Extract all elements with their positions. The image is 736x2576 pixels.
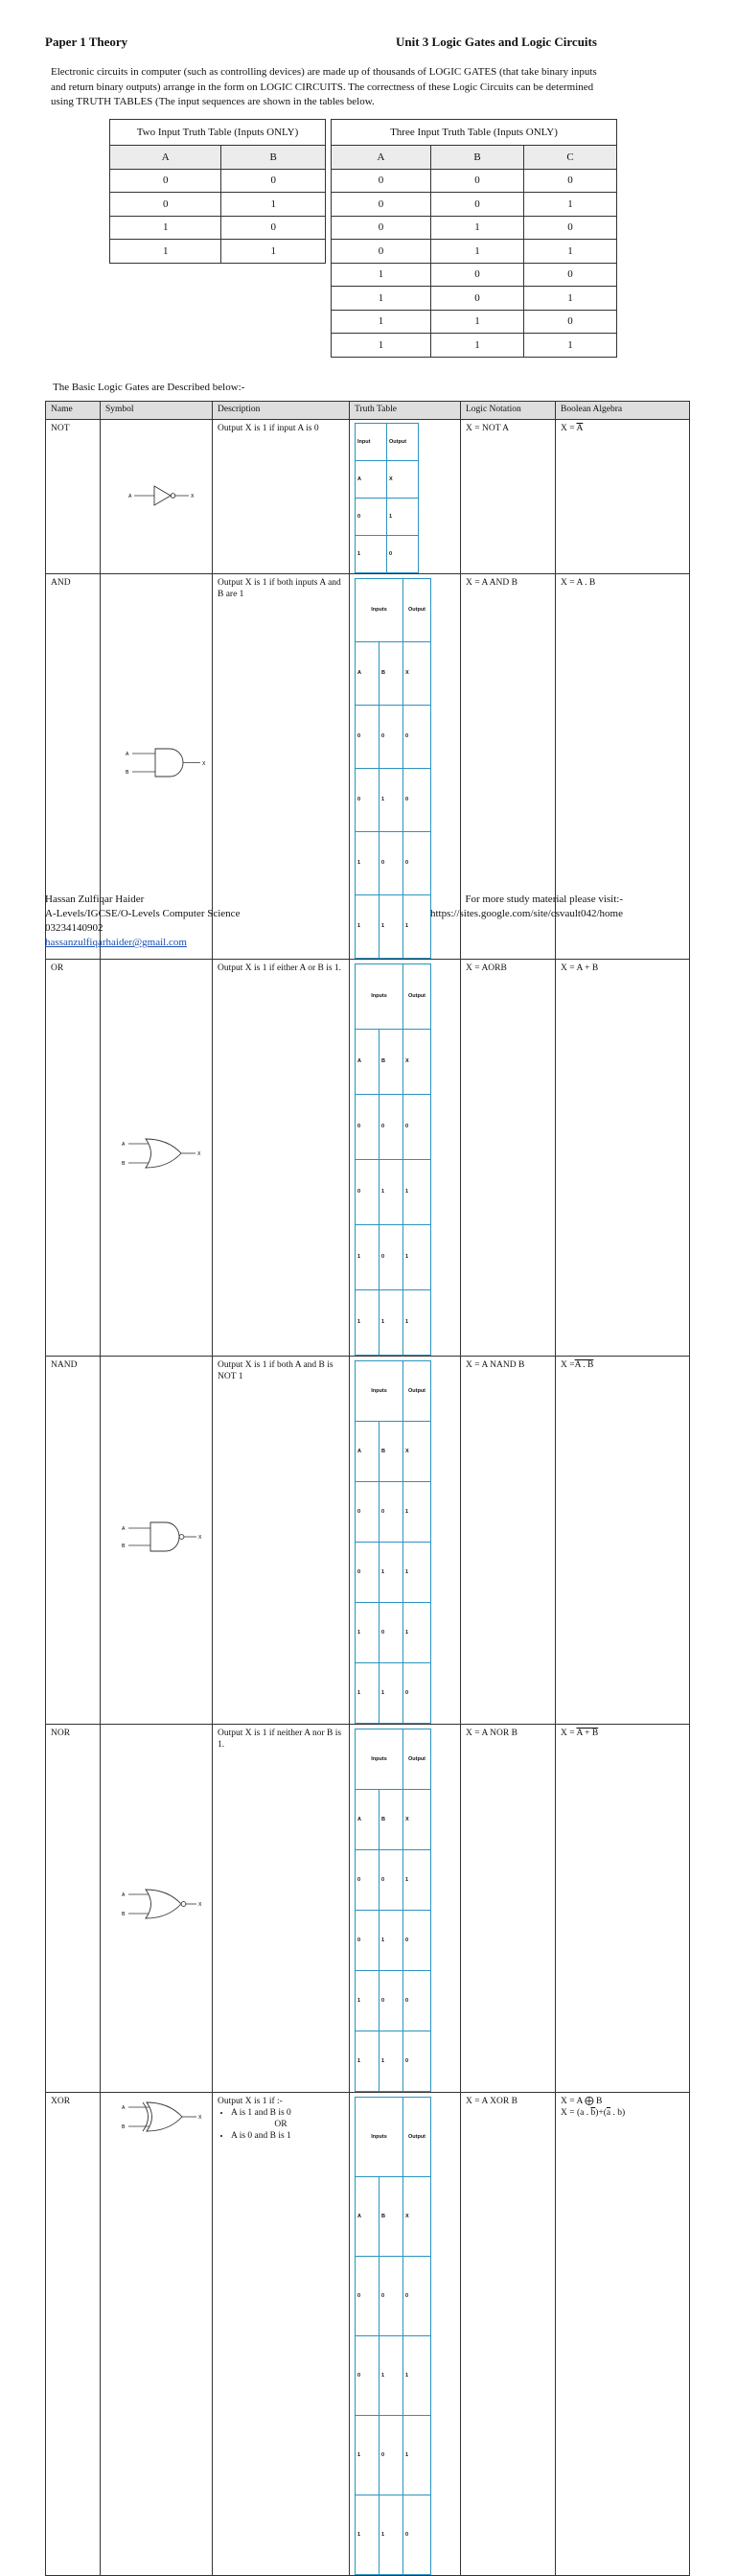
mini-truth-table xyxy=(355,963,431,1356)
mini-cell: 0 xyxy=(380,1603,403,1663)
mini-cell: 0 xyxy=(403,2031,431,2092)
mini-cell: 1 xyxy=(403,1543,431,1603)
cell: 1 xyxy=(221,240,326,264)
intro-paragraph: Electronic circuits in computer (such as controlling devices) are made up of thousands of LOGIC GATES (that take binary inputs and return binary outputs) arrange in the form on LOGIC CIRCUITS. The correctness of these Logic Circuits can be determined using TRUTH TABLES (The input sequences are shown in the tables below. xyxy=(51,66,597,107)
cell: 0 xyxy=(523,263,616,287)
mini-col: A xyxy=(356,461,387,499)
boolean-expression-expanded xyxy=(561,2107,684,2119)
mini-header: Inputs xyxy=(356,2098,403,2177)
gate-name: AND xyxy=(46,574,101,960)
mini-header: Output xyxy=(403,964,431,1030)
gate-notation: X = AORB xyxy=(461,960,556,1357)
mini-truth-table xyxy=(355,2097,431,2575)
boolean-expression: A + B xyxy=(576,1729,599,1738)
gate-description: Output X is 1 if both A and B is NOT 1 xyxy=(213,1357,350,1725)
mini-header: Output xyxy=(403,1361,431,1422)
mini-cell: 0 xyxy=(387,536,419,573)
boolean-expression: A . B xyxy=(574,1360,594,1370)
author-phone: 03234140902 xyxy=(45,922,104,934)
cell: 0 xyxy=(523,169,616,193)
mini-col: X xyxy=(403,1030,431,1095)
gate-description xyxy=(213,2093,350,2576)
mini-cell: 1 xyxy=(403,2416,431,2495)
col-header-symbol: Symbol xyxy=(101,402,213,420)
mini-cell: 1 xyxy=(356,1225,380,1290)
cell: 0 xyxy=(332,193,431,217)
gate-boolean xyxy=(556,2093,690,2576)
mini-cell: 1 xyxy=(380,1160,403,1225)
col-header-truth-table: Truth Table xyxy=(350,402,461,420)
mini-cell: 0 xyxy=(403,2495,431,2575)
three-input-header-a: A xyxy=(332,146,431,170)
col-header-description: Description xyxy=(213,402,350,420)
mini-cell: 1 xyxy=(403,1603,431,1663)
mini-header: Inputs xyxy=(356,1729,403,1790)
mini-cell: 0 xyxy=(380,706,403,769)
gate-boolean: X = A . B xyxy=(556,574,690,960)
author-course: A-Levels/IGCSE/O-Levels Computer Science xyxy=(45,908,241,919)
mini-cell: 1 xyxy=(380,895,403,959)
mini-cell: 1 xyxy=(356,2495,380,2575)
mini-col: X xyxy=(403,642,431,706)
mini-cell: 0 xyxy=(380,1482,403,1543)
mini-cell: 0 xyxy=(403,1095,431,1160)
mini-cell: 1 xyxy=(380,2031,403,2092)
gate-boolean: $X = \overline{A}$ xyxy=(556,420,690,574)
mini-col: X xyxy=(403,1790,431,1850)
cell: 1 xyxy=(110,216,221,240)
cell: 1 xyxy=(523,287,616,311)
cell: 0 xyxy=(221,169,326,193)
symbol-label-x: X xyxy=(191,494,195,499)
xor-gate-symbol xyxy=(101,2093,213,2576)
nand-gate-symbol xyxy=(101,1357,213,1725)
mini-cell: 1 xyxy=(356,1663,380,1724)
gate-notation: X = NOT A xyxy=(461,420,556,574)
cell: 1 xyxy=(431,240,524,264)
gate-name: NOR xyxy=(46,1725,101,2093)
cell: 0 xyxy=(523,310,616,334)
gate-row-or xyxy=(46,960,690,1357)
mini-truth-table xyxy=(355,578,431,959)
mini-truth-table xyxy=(355,1729,431,2092)
mini-cell: 1 xyxy=(403,1850,431,1911)
table-row xyxy=(110,216,326,240)
mini-cell: 1 xyxy=(380,2336,403,2416)
expr-part: )+( xyxy=(595,2108,607,2118)
cell: 0 xyxy=(523,216,616,240)
cell: 1 xyxy=(523,193,616,217)
cell: 0 xyxy=(110,169,221,193)
table-row xyxy=(332,169,617,193)
mini-cell: 1 xyxy=(403,1160,431,1225)
mini-cell: 0 xyxy=(356,1095,380,1160)
expr-part: $\overline{b}$ xyxy=(590,2108,596,2118)
mini-cell: 1 xyxy=(356,832,380,895)
gate-truth-table-cell xyxy=(350,1725,461,2093)
table-row xyxy=(110,169,326,193)
table-row xyxy=(110,240,326,264)
cell: 0 xyxy=(431,169,524,193)
table-row xyxy=(110,193,326,217)
mini-col: A xyxy=(356,2177,380,2257)
table-row xyxy=(332,240,617,264)
two-input-header-b: B xyxy=(221,146,326,170)
cell: 1 xyxy=(110,240,221,264)
mini-cell: 0 xyxy=(380,1095,403,1160)
mini-cell: 0 xyxy=(356,1911,380,1971)
mini-cell: 0 xyxy=(356,2257,380,2336)
xor-desc-item: • A is 0 and B is 1 xyxy=(231,2130,344,2142)
mini-header: Inputs xyxy=(356,579,403,642)
mini-cell: 1 xyxy=(380,769,403,832)
table-row xyxy=(332,334,617,358)
mini-cell: 1 xyxy=(403,2336,431,2416)
symbol-label-a: A xyxy=(122,1142,126,1148)
mini-col: A xyxy=(356,642,380,706)
symbol-label-a: A xyxy=(128,494,132,499)
two-input-truth-table xyxy=(109,119,326,264)
gate-row-nor xyxy=(46,1725,690,2093)
cell: 1 xyxy=(523,240,616,264)
three-input-title: Three Input Truth Table (Inputs ONLY) xyxy=(332,120,617,146)
two-input-title: Two Input Truth Table (Inputs ONLY) xyxy=(110,120,326,146)
nor-gate-symbol xyxy=(101,1725,213,2093)
mini-cell: 0 xyxy=(356,1543,380,1603)
mini-col: X xyxy=(403,1422,431,1482)
col-header-logic-notation: Logic Notation xyxy=(461,402,556,420)
mini-cell: 1 xyxy=(380,1911,403,1971)
table-row xyxy=(332,193,617,217)
cell: 0 xyxy=(431,287,524,311)
gate-description: Output X is 1 if neither A nor B is 1. xyxy=(213,1725,350,2093)
gate-truth-table-cell xyxy=(350,420,461,574)
mini-col: B xyxy=(380,1790,403,1850)
gate-name: XOR xyxy=(46,2093,101,2576)
symbol-label-b: B xyxy=(122,1543,126,1549)
symbol-label-x: X xyxy=(198,1901,202,1908)
cell: 1 xyxy=(332,263,431,287)
symbol-label-a: A xyxy=(122,2105,126,2111)
cell: 1 xyxy=(431,310,524,334)
table-row xyxy=(332,310,617,334)
mini-cell: 0 xyxy=(356,706,380,769)
mini-cell: 1 xyxy=(356,536,387,573)
gate-notation: X = A NOR B xyxy=(461,1725,556,2093)
boolean-expression: X = A ⨁ B xyxy=(561,2097,603,2106)
gate-notation: X = A NAND B xyxy=(461,1357,556,1725)
mini-cell: 0 xyxy=(380,832,403,895)
cell: 0 xyxy=(431,263,524,287)
nand-gate-icon xyxy=(101,1509,213,1568)
mini-cell: 1 xyxy=(380,1290,403,1356)
expr-part: $\overline{a}$ xyxy=(606,2108,611,2118)
cell: 0 xyxy=(332,169,431,193)
xor-gate-icon xyxy=(101,2093,213,2150)
symbol-label-b: B xyxy=(122,1161,126,1167)
symbol-label-a: A xyxy=(122,1891,126,1898)
mini-cell: 0 xyxy=(403,1663,431,1724)
not-gate-symbol xyxy=(101,420,213,574)
two-input-header-a: A xyxy=(110,146,221,170)
header-right: Unit 3 Logic Gates and Logic Circuits xyxy=(396,35,597,49)
boolean-prefix: X = xyxy=(561,1360,575,1370)
mini-cell: 0 xyxy=(403,1971,431,2031)
symbol-label-a: A xyxy=(126,752,129,757)
mini-cell: 0 xyxy=(403,832,431,895)
xor-desc-item: • A is 1 and B is 0 xyxy=(231,2107,344,2119)
mini-cell: 1 xyxy=(403,1290,431,1356)
gate-description: Output X is 1 if either A or B is 1. xyxy=(213,960,350,1357)
mini-header: Output xyxy=(403,1729,431,1790)
mini-cell: 1 xyxy=(356,2416,380,2495)
mini-col: X xyxy=(387,461,419,499)
mini-cell: 0 xyxy=(380,1225,403,1290)
expr-part: . b) xyxy=(610,2108,626,2118)
header-left: Paper 1 Theory xyxy=(45,35,128,49)
and-gate-icon xyxy=(101,733,213,796)
three-input-header-b: B xyxy=(431,146,524,170)
mini-cell: 1 xyxy=(387,499,419,536)
gate-row-not xyxy=(46,420,690,574)
mini-cell: 0 xyxy=(403,706,431,769)
table-row xyxy=(332,216,617,240)
mini-col: B xyxy=(380,1030,403,1095)
col-header-name: Name xyxy=(46,402,101,420)
mini-cell: 0 xyxy=(356,1160,380,1225)
mini-cell: 0 xyxy=(380,1850,403,1911)
table-row xyxy=(332,287,617,311)
cell: 0 xyxy=(110,193,221,217)
symbol-label-b: B xyxy=(122,2124,126,2130)
mini-cell: 1 xyxy=(356,895,380,959)
or-gate-symbol xyxy=(101,960,213,1357)
cell: 0 xyxy=(221,216,326,240)
author-name: Hassan Zulfiqar Haider xyxy=(45,893,145,905)
mini-col: B xyxy=(380,1422,403,1482)
gate-notation: X = A AND B xyxy=(461,574,556,960)
col-header-boolean-algebra: Boolean Algebra xyxy=(556,402,690,420)
gate-description: Output X is 1 if both inputs A and B are 1 xyxy=(213,574,350,960)
mini-cell: 1 xyxy=(403,895,431,959)
cell: 0 xyxy=(332,240,431,264)
boolean-expression: $\overline{A}$ xyxy=(576,424,584,433)
footer-right xyxy=(430,893,623,921)
mini-cell: 1 xyxy=(380,2495,403,2575)
mini-header: Inputs xyxy=(356,1361,403,1422)
mini-cell: 0 xyxy=(356,1850,380,1911)
symbol-label-x: X xyxy=(197,1151,201,1157)
author-email-link[interactable]: hassanzulfiqarhaider@gmail.com xyxy=(45,937,187,948)
mini-cell: 0 xyxy=(356,1482,380,1543)
mini-header: Output xyxy=(403,579,431,642)
mini-col: A xyxy=(356,1790,380,1850)
mini-col: A xyxy=(356,1030,380,1095)
xor-desc-or: OR xyxy=(274,2120,288,2129)
gate-boolean xyxy=(556,1357,690,1725)
logic-gates-table xyxy=(45,401,690,2576)
symbol-label-x: X xyxy=(198,2115,202,2121)
mini-cell: 0 xyxy=(356,2336,380,2416)
mini-cell: 0 xyxy=(356,769,380,832)
cell: 0 xyxy=(332,216,431,240)
mini-cell: 0 xyxy=(403,1911,431,1971)
more-material-text: For more study material please visit:- xyxy=(465,893,623,905)
table-row xyxy=(332,263,617,287)
mini-cell: 1 xyxy=(356,1971,380,2031)
mini-cell: 0 xyxy=(380,1971,403,2031)
symbol-label-b: B xyxy=(122,1911,126,1917)
mini-header: Output xyxy=(387,424,419,461)
mini-header: Inputs xyxy=(356,964,403,1030)
cell: 1 xyxy=(523,334,616,358)
or-gate-icon xyxy=(101,1124,213,1188)
symbol-label-x: X xyxy=(198,1534,202,1541)
mini-cell: 1 xyxy=(380,1663,403,1724)
gate-name: OR xyxy=(46,960,101,1357)
cell: 1 xyxy=(332,287,431,311)
boolean-prefix: X = xyxy=(561,1729,575,1738)
mini-cell: 1 xyxy=(356,1290,380,1356)
mini-col: X xyxy=(403,2177,431,2257)
mini-col: A xyxy=(356,1422,380,1482)
mini-truth-table xyxy=(355,423,419,573)
mini-cell: 0 xyxy=(403,769,431,832)
cell: 1 xyxy=(431,216,524,240)
mini-cell: 0 xyxy=(380,2416,403,2495)
site-url[interactable]: https://sites.google.com/site/csvault042/home xyxy=(429,908,623,919)
cell: 1 xyxy=(332,310,431,334)
mini-header: Output xyxy=(403,2098,431,2177)
mini-header: Input xyxy=(356,424,387,461)
mini-cell: 1 xyxy=(403,1482,431,1543)
gate-name: NAND xyxy=(46,1357,101,1725)
cell: 1 xyxy=(431,334,524,358)
mini-col: B xyxy=(380,2177,403,2257)
gate-description: Output X is 1 if input A is 0 xyxy=(213,420,350,574)
mini-col: B xyxy=(380,642,403,706)
three-input-header-c: C xyxy=(523,146,616,170)
gate-row-xor xyxy=(46,2093,690,2576)
mini-truth-table xyxy=(355,1360,431,1724)
mini-cell: 0 xyxy=(356,499,387,536)
gate-row-nand xyxy=(46,1357,690,1725)
mini-cell: 0 xyxy=(380,2257,403,2336)
gate-boolean: X = A + B xyxy=(556,960,690,1357)
gate-truth-table-cell xyxy=(350,960,461,1357)
gate-truth-table-cell xyxy=(350,1357,461,1725)
mini-cell: 1 xyxy=(356,1603,380,1663)
mini-cell: 0 xyxy=(403,2257,431,2336)
gate-name: NOT xyxy=(46,420,101,574)
nor-gate-icon xyxy=(101,1877,213,1937)
cell: 0 xyxy=(431,193,524,217)
footer-left xyxy=(45,893,240,950)
symbol-label-b: B xyxy=(126,770,129,776)
not-gate-icon xyxy=(101,476,213,513)
xor-desc-intro: Output X is 1 if :- xyxy=(218,2097,283,2106)
gate-truth-table-cell xyxy=(350,2093,461,2576)
cell: 1 xyxy=(221,193,326,217)
gate-notation: X = A XOR B xyxy=(461,2093,556,2576)
mini-cell: 1 xyxy=(380,1543,403,1603)
three-input-truth-table xyxy=(331,119,617,358)
symbol-label-x: X xyxy=(202,761,206,767)
cell: 1 xyxy=(332,334,431,358)
gate-boolean xyxy=(556,1725,690,2093)
mini-cell: 1 xyxy=(356,2031,380,2092)
mini-cell: 1 xyxy=(403,1225,431,1290)
gates-title: The Basic Logic Gates are Described below:- xyxy=(53,382,245,393)
symbol-label-a: A xyxy=(122,1525,126,1532)
expr-part: X = (a . xyxy=(561,2108,591,2118)
